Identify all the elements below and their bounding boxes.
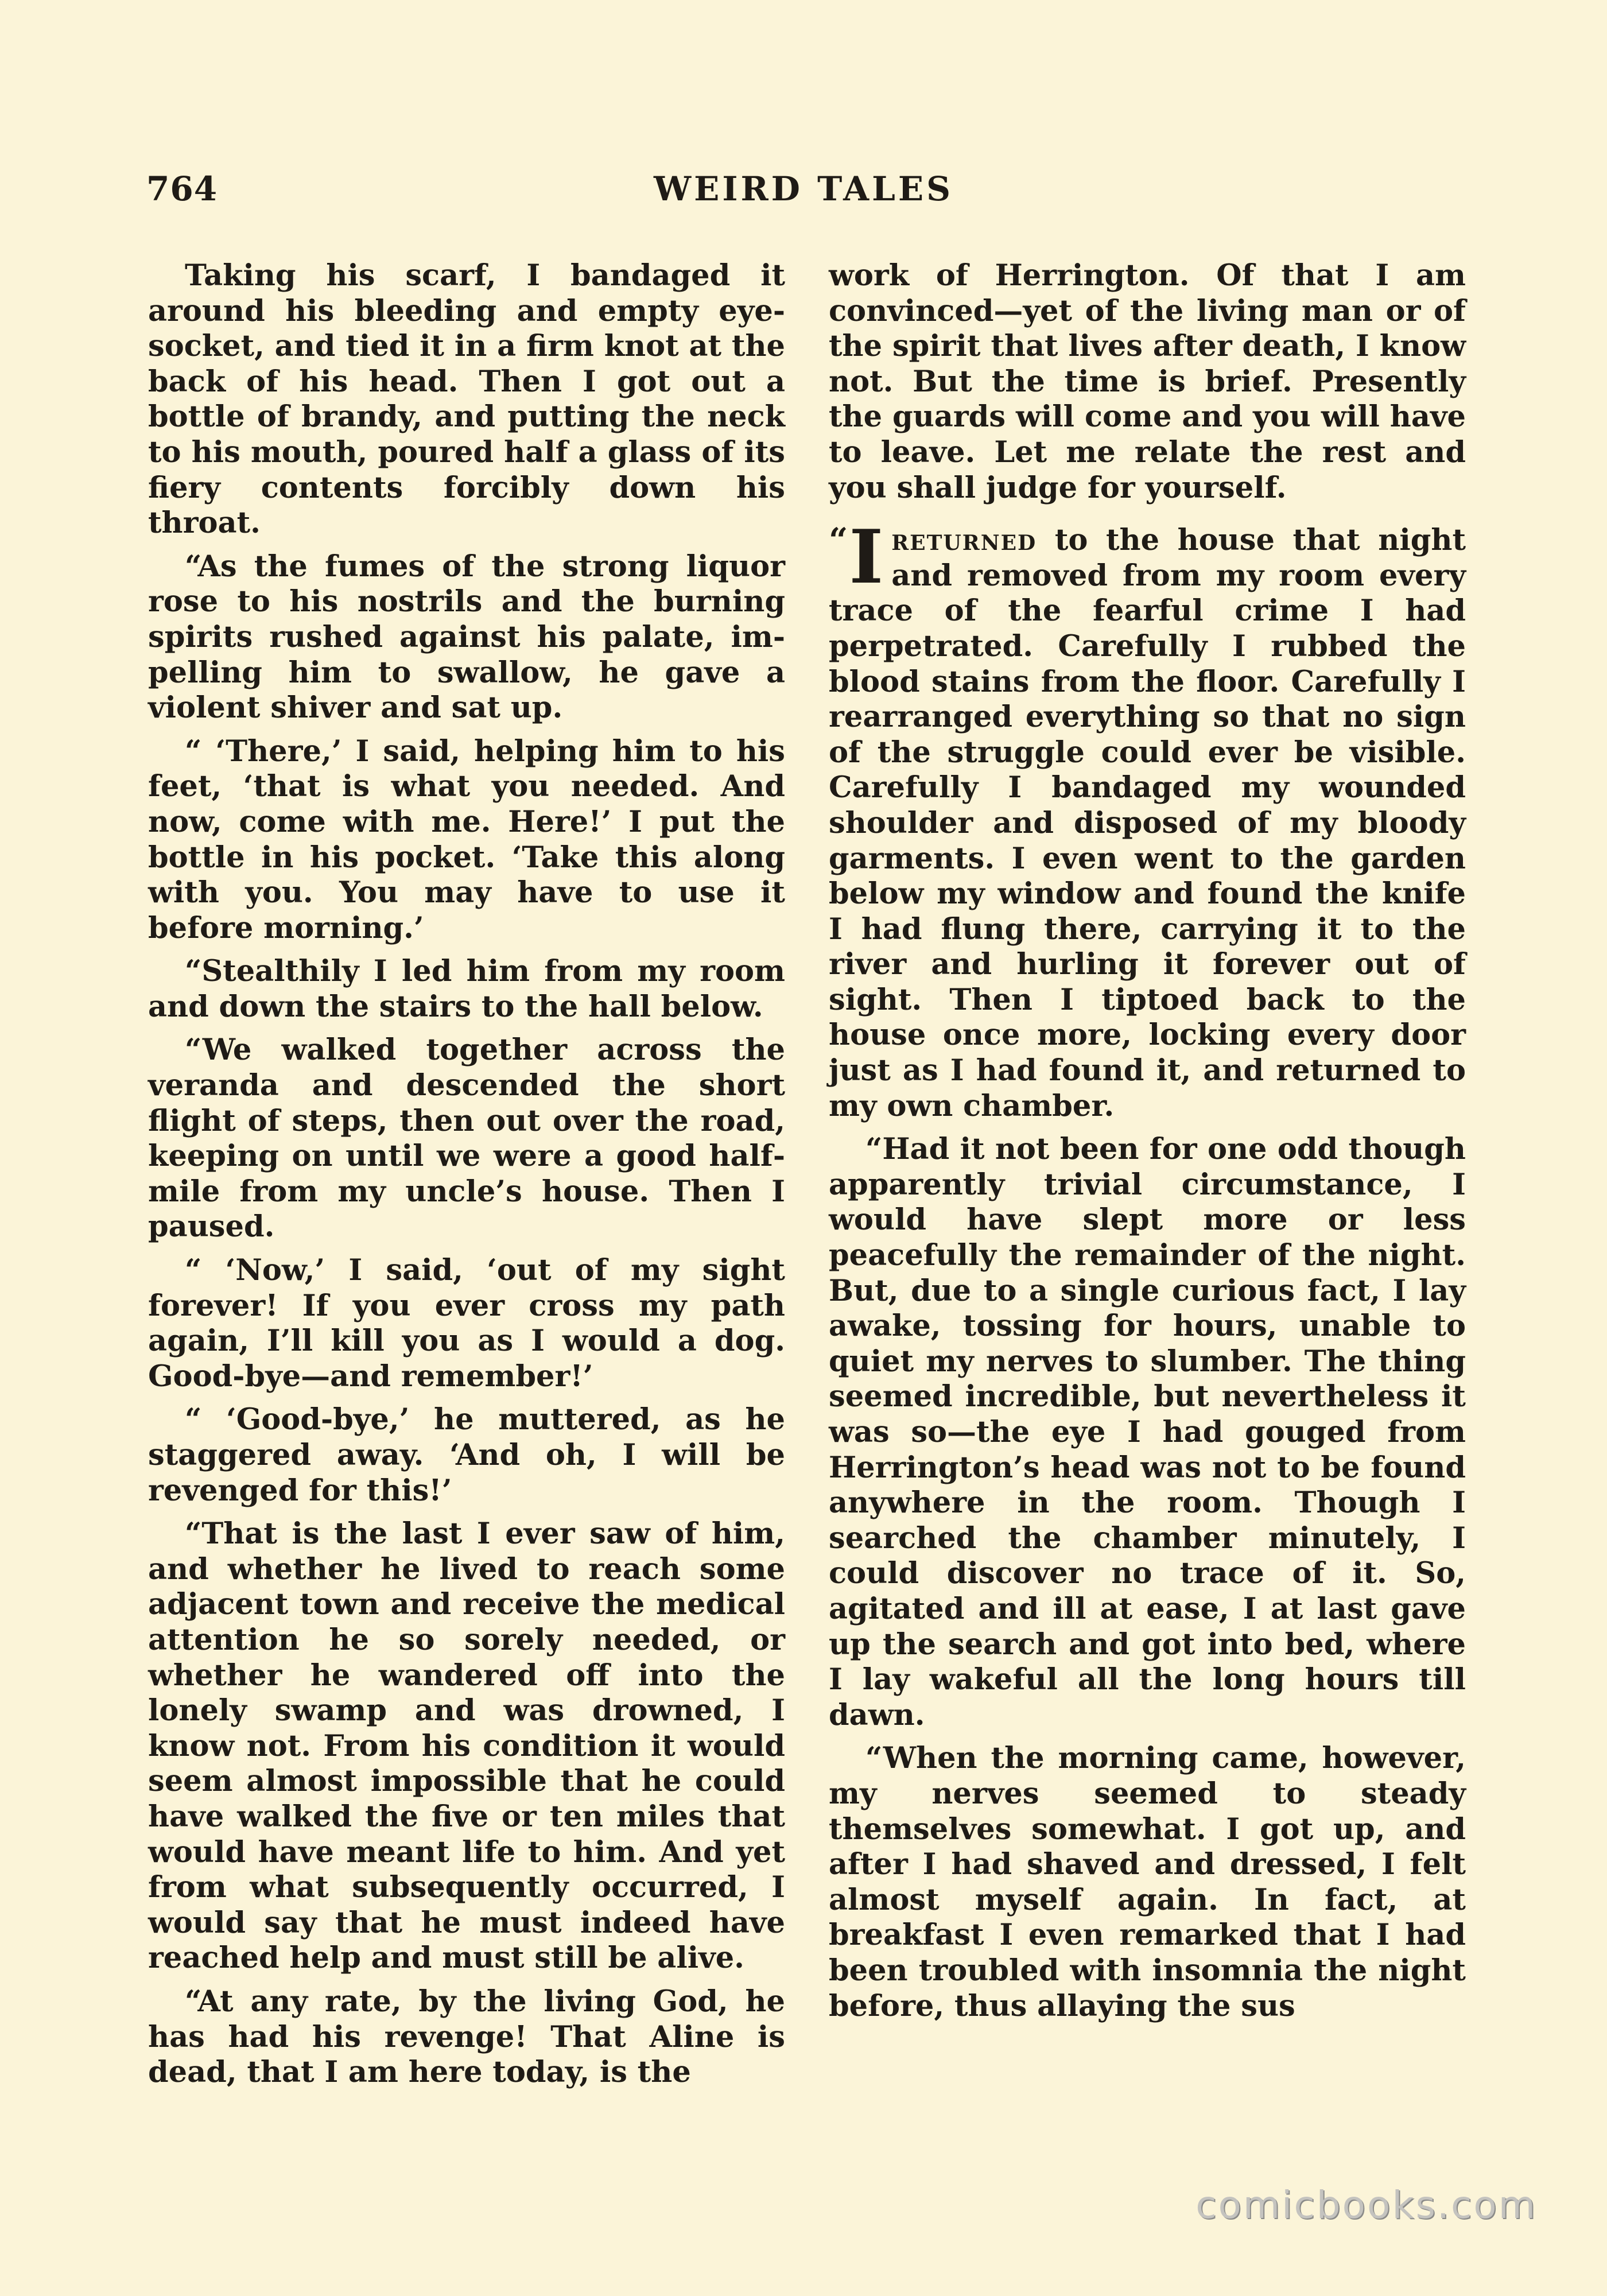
page-number: 764 [146, 169, 218, 208]
paragraph: “When the morning came, however, my nerves seemed to steady themselves somewhat. I got up, and after I had shaved and dressed, I felt almost myself again. In fact, at breakfast I even remarked that I had been troubled with insomnia the night before, thus allaying the sus [829, 1741, 1466, 2023]
page-header [146, 169, 1461, 215]
paragraph: “At any rate, by the living God, he has had his revenge! That Aline is dead, that I am here today, is the [148, 1984, 785, 2090]
watermark-logo: comicbooks.com [1195, 2183, 1537, 2227]
paragraph: “ ‘Good-bye,’ he muttered, as he staggered away. ‘And oh, I will be revenged for this!’ [148, 1402, 785, 1508]
paragraph: “We walked together across the veranda and descended the short flight of steps, then out over the road, keeping on until we were a good halfmile from my uncle’s house. Then I paused. [148, 1033, 785, 1244]
paragraph: “Stealthily I led him from my room and down the stairs to the hall below. [148, 954, 785, 1024]
running-title: WEIRD TALES [653, 169, 954, 208]
paragraph: “As the fumes of the strong liquor rose to his nostrils and the burning spirits rushed against his palate, impelling him to swallow, he gave a violent shiver and sat up. [148, 549, 785, 726]
paragraph: “That is the last I ever saw of him, and whether he lived to reach some adjacent town and receive the medical attention he so sorely needed, or whether he wandered off into the lonely swamp and was drowned, I know not. From his condition it would seem almost impossible that he could have walked the five or ten miles that would have meant life to him. And yet from what subsequently occurred, I would say that he must indeed have reached help and must still be alive. [148, 1517, 785, 1976]
paragraph: “Had it not been for one odd though apparently trivial circumstance, I would have slept more or less peacefully the remainder of the night. But, due to a single curious fact, I lay awake, tossing for hours, unable to quiet my nerves to slumber. The thing seemed incredible, but nevertheless it was so—the eye I had gouged from Herrington’s head was not to be found anywhere in the room. Though I searched the chamber minutely, I could discover no trace of it. So, agitated and ill at ease, I at last gave up the search and got into bed, where I lay wakeful all the long hours till dawn. [829, 1132, 1466, 1732]
section-text: to the house that night and removed from my room every trace of the fearful crime I had perpetrated. Carefully I rubbed the blood stains from the floor. Carefully I rearranged everything so that no sign of the struggle could ever be visible. Carefully I bandaged my wounded shoulder and disposed of my bloody garments. I even went to the garden below my window and found the knife I had flung there, carrying it to the river and hurling it forever out of sight. Then I tiptoed back to the house once more, locking every door just as I had found it, and returned to my own chamber. [829, 523, 1466, 1123]
opening-quote: “ [829, 521, 848, 560]
small-caps-lead: returned [891, 523, 1037, 558]
paragraph: “ ‘There,’ I said, helping him to his feet, ‘that is what you needed. And now, come with me. Here!’ I put the bottle in his pocket. ‘Take this along with you. You may have to use it before morning.’ [148, 734, 785, 945]
right-column [829, 258, 1466, 2032]
section-opening-paragraph [829, 514, 1466, 1124]
paragraph: Taking his scarf, I bandaged it around his bleeding and empty eyesocket, and tied it in a firm knot at the back of his head. Then I got out a bottle of brandy, and putting the neck to his mouth, poured half a glass of its fiery contents forcibly down his throat. [148, 258, 785, 541]
paragraph: “ ‘Now,’ I said, ‘out of my sight forever! If you ever cross my path again, I’ll kill you as I would a dog. Good-bye—and remember!’ [148, 1253, 785, 1394]
left-column [148, 258, 785, 2099]
drop-cap: I [849, 514, 884, 601]
continued-paragraph: work of Herrington. Of that I am convinced—yet of the living man or of the spirit that lives after death, I know not. But the time is brief. Presently the guards will come and you will have to leave. Let me relate the rest and you shall judge for yourself. [829, 258, 1466, 505]
